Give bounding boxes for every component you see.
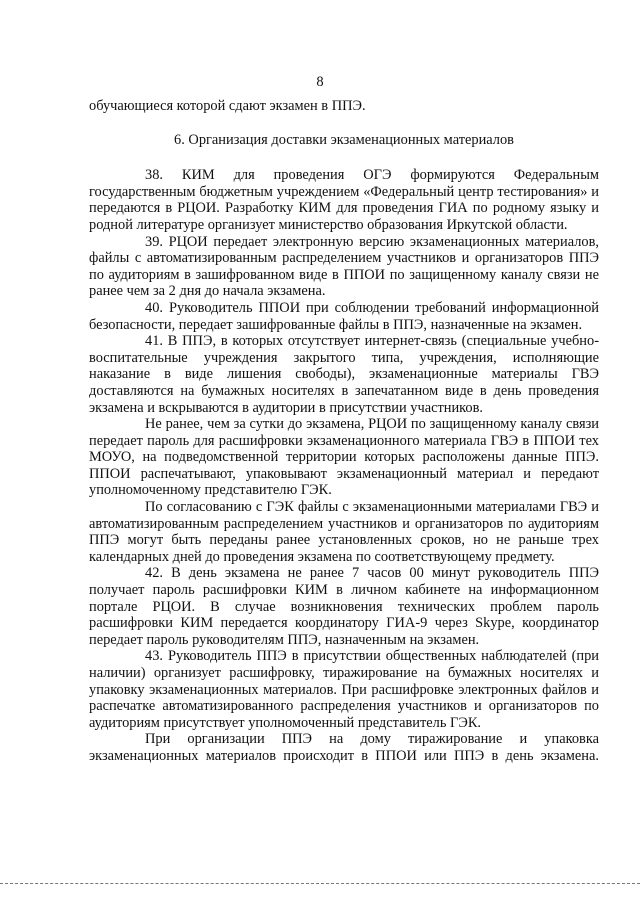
paragraph-42: 42. В день экзамена не ранее 7 часов 00 минут руководитель ППЭ получает пароль расшифровки КИМ в личном кабинете на информационном портале РЦОИ. В случае возникновения технических проблем пароль расшифровки КИМ передается координатору ГИА-9 через Skype, координатор передает пароль руководителям ППЭ, назначенным на экзамен. bbox=[89, 565, 599, 648]
page-bottom-edge bbox=[0, 883, 640, 885]
paragraph-41: 41. В ППЭ, в которых отсутствует интернет-связь (специальные учебно-воспитательные учреждения закрытого типа, учреждения, исполняющие наказание в виде лишения свободы), экзаменационные материалы ГВЭ доставляются на бумажных носителях в запечатанном виде в день проведения экзамена и вскрываются в аудитории в присутствии участников. bbox=[89, 333, 599, 416]
paragraph-39: 39. РЦОИ передает электронную версию экзаменационных материалов, файлы с автоматизированным распределением участников и организаторов ППЭ по аудиториям в зашифрованном виде в ППОИ по защищенному каналу связи не ранее чем за 2 дня до начала экзамена. bbox=[89, 233, 599, 300]
paragraph-43: 43. Руководитель ППЭ в присутствии общественных наблюдателей (при наличии) организует расшифровку, тиражирование на бумажных носителях и упаковку экзаменационных материалов. При расшифровке электронных файлов и распечатке автоматизированного распределения участников и организаторов по аудиториям присутствует уполномоченный представитель ГЭК. bbox=[89, 648, 599, 731]
paragraph-40: 40. Руководитель ППОИ при соблюдении требований информационной безопасности, передает зашифрованные файлы в ППЭ, назначенные на экзамен. bbox=[89, 299, 599, 333]
paragraph-43-home: При организации ППЭ на дому тиражирование и упаковка экзаменационных материалов происходит в ППОИ или ППЭ в день экзамена. bbox=[89, 731, 599, 764]
document-body bbox=[89, 98, 599, 765]
page-number: 8 bbox=[316, 74, 324, 90]
section-heading: 6. Организация доставки экзаменационных материалов bbox=[174, 131, 514, 148]
intro-line: обучающиеся которой сдают экзамен в ППЭ. bbox=[89, 98, 366, 114]
paragraph-41-password: Не ранее, чем за сутки до экзамена, РЦОИ по защищенному каналу связи передает пароль для расшифровки экзаменационного материала ГВЭ в ППОИ тех МОУО, на подведомственной территории которых расположены данные ППЭ. ППОИ распечатывают, упаковывают экзаменационный материал и передают уполномоченному представителю ГЭК. bbox=[89, 416, 599, 499]
paragraph-38: 38. КИМ для проведения ОГЭ формируются Федеральным государственным бюджетным учреждением «Федеральный центр тестирования» и передаются в РЦОИ. Разработку КИМ для проведения ГИА по родному языку и родной литературе организует министерство образования Иркутской области. bbox=[89, 167, 599, 233]
paragraph-41-agreement: По согласованию с ГЭК файлы с экзаменационными материалами ГВЭ и автоматизированным распределением участников и организаторов по аудиториям ППЭ могут быть переданы ранее установленных сроков, но не раньше трех календарных дней до проведения экзамена по соответствующему предмету. bbox=[89, 499, 599, 565]
